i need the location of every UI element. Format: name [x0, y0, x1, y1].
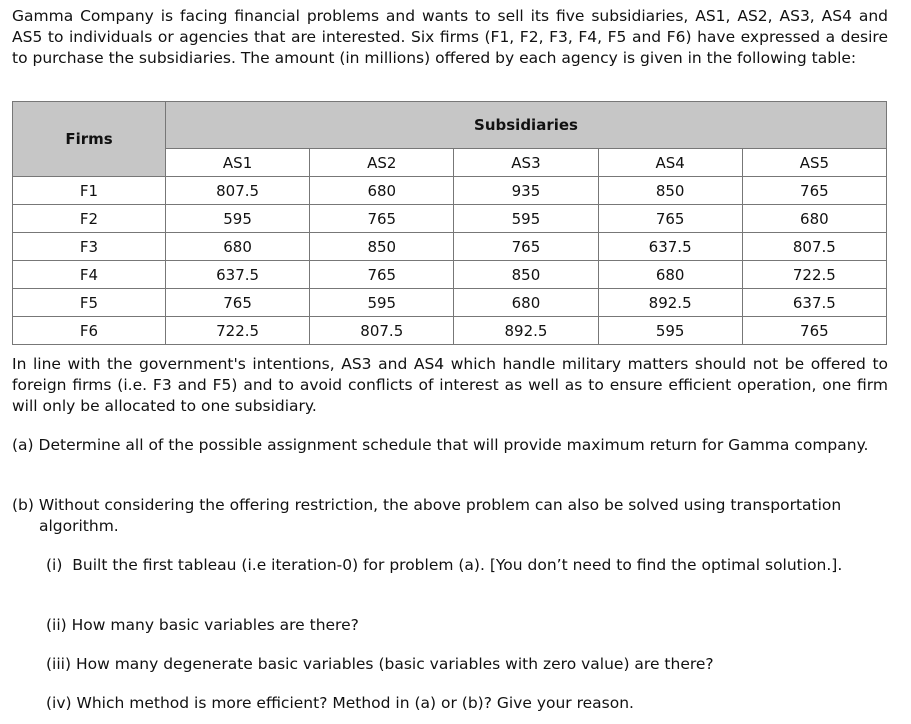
offer-cell: 637.5 [742, 289, 886, 317]
question-tag: (iii) [46, 655, 72, 673]
offer-cell: 637.5 [598, 233, 742, 261]
firm-cell: F2 [13, 205, 166, 233]
offer-cell: 595 [166, 205, 310, 233]
firm-cell: F5 [13, 289, 166, 317]
offer-cell: 680 [166, 233, 310, 261]
offer-cell: 807.5 [166, 177, 310, 205]
intro-paragraph: Gamma Company is facing financial problems and wants to sell its five subsidiaries, AS1, AS2, AS3, AS4 and AS5 to individuals or agencies that are interested. Six firms (F1, F2, F3, F4, F5 and F6) have expressed a desire to purchase the subsidiaries. The amount (in millions) offered by each agency is given in the following table: [12, 7, 888, 67]
subsidiaries-header: Subsidiaries [166, 102, 887, 149]
offer-cell: 765 [166, 289, 310, 317]
offer-cell: 935 [454, 177, 598, 205]
firm-cell: F3 [13, 233, 166, 261]
column-header: AS2 [310, 149, 454, 177]
question-tag: (b) [12, 496, 34, 514]
question-text: Built the first tableau (i.e iteration-0) for problem (a). [You don’t need to find the optimal solution.]. [72, 556, 843, 574]
offer-cell: 765 [742, 177, 886, 205]
offer-cell: 722.5 [166, 317, 310, 345]
column-header: AS3 [454, 149, 598, 177]
offer-cell: 595 [598, 317, 742, 345]
question-b-iii [46, 654, 866, 675]
table-row [13, 261, 887, 289]
question-text: How many basic variables are there? [71, 616, 359, 634]
question-tag: (iv) [46, 694, 72, 712]
offer-cell: 765 [310, 205, 454, 233]
offer-cell: 850 [598, 177, 742, 205]
firm-cell: F1 [13, 177, 166, 205]
question-text: Which method is more efficient? Method in (a) or (b)? Give your reason. [76, 694, 634, 712]
table-row [13, 317, 887, 345]
offer-cell: 892.5 [598, 289, 742, 317]
question-tag: (a) [12, 436, 34, 454]
offer-cell: 595 [454, 205, 598, 233]
offer-cell: 637.5 [166, 261, 310, 289]
offer-cell: 680 [310, 177, 454, 205]
offer-cell: 850 [454, 261, 598, 289]
offer-cell: 765 [310, 261, 454, 289]
question-b-i [46, 555, 877, 576]
question-text: Determine all of the possible assignment schedule that will provide maximum return for Gamma company. [38, 436, 869, 454]
offer-cell: 595 [310, 289, 454, 317]
question-text: How many degenerate basic variables (basic variables with zero value) are there? [75, 655, 714, 673]
offer-cell: 722.5 [742, 261, 886, 289]
table-row [13, 205, 887, 233]
firm-cell: F6 [13, 317, 166, 345]
offer-cell: 892.5 [454, 317, 598, 345]
offer-cell: 807.5 [742, 233, 886, 261]
constraint-paragraph: In line with the government's intentions, AS3 and AS4 which handle military matters should not be offered to foreign firms (i.e. F3 and F5) and to avoid conflicts of interest as well as to ensure efficient operation, one firm will only be allocated to one subsidiary. [12, 355, 888, 415]
question-text: Without considering the offering restriction, the above problem can also be solved using transportation algorithm. [38, 496, 842, 535]
offer-cell: 850 [310, 233, 454, 261]
offer-cell: 765 [742, 317, 886, 345]
question-tag: (i) [46, 556, 63, 574]
offer-cell: 680 [742, 205, 886, 233]
column-header: AS5 [742, 149, 886, 177]
question-b [12, 495, 911, 537]
table-header-row [13, 102, 887, 149]
question-a [12, 435, 894, 456]
table-row [13, 177, 887, 205]
offer-cell: 807.5 [310, 317, 454, 345]
offer-cell: 680 [598, 261, 742, 289]
column-header: AS1 [166, 149, 310, 177]
offer-cell: 680 [454, 289, 598, 317]
offer-cell: 765 [598, 205, 742, 233]
column-header: AS4 [598, 149, 742, 177]
firm-cell: F4 [13, 261, 166, 289]
offer-cell: 765 [454, 233, 598, 261]
table-row [13, 233, 887, 261]
table-row [13, 289, 887, 317]
offers-table [12, 101, 887, 345]
firms-header: Firms [13, 102, 166, 177]
question-b-iv [46, 693, 866, 714]
question-tag: (ii) [46, 616, 67, 634]
question-b-ii [46, 615, 846, 636]
